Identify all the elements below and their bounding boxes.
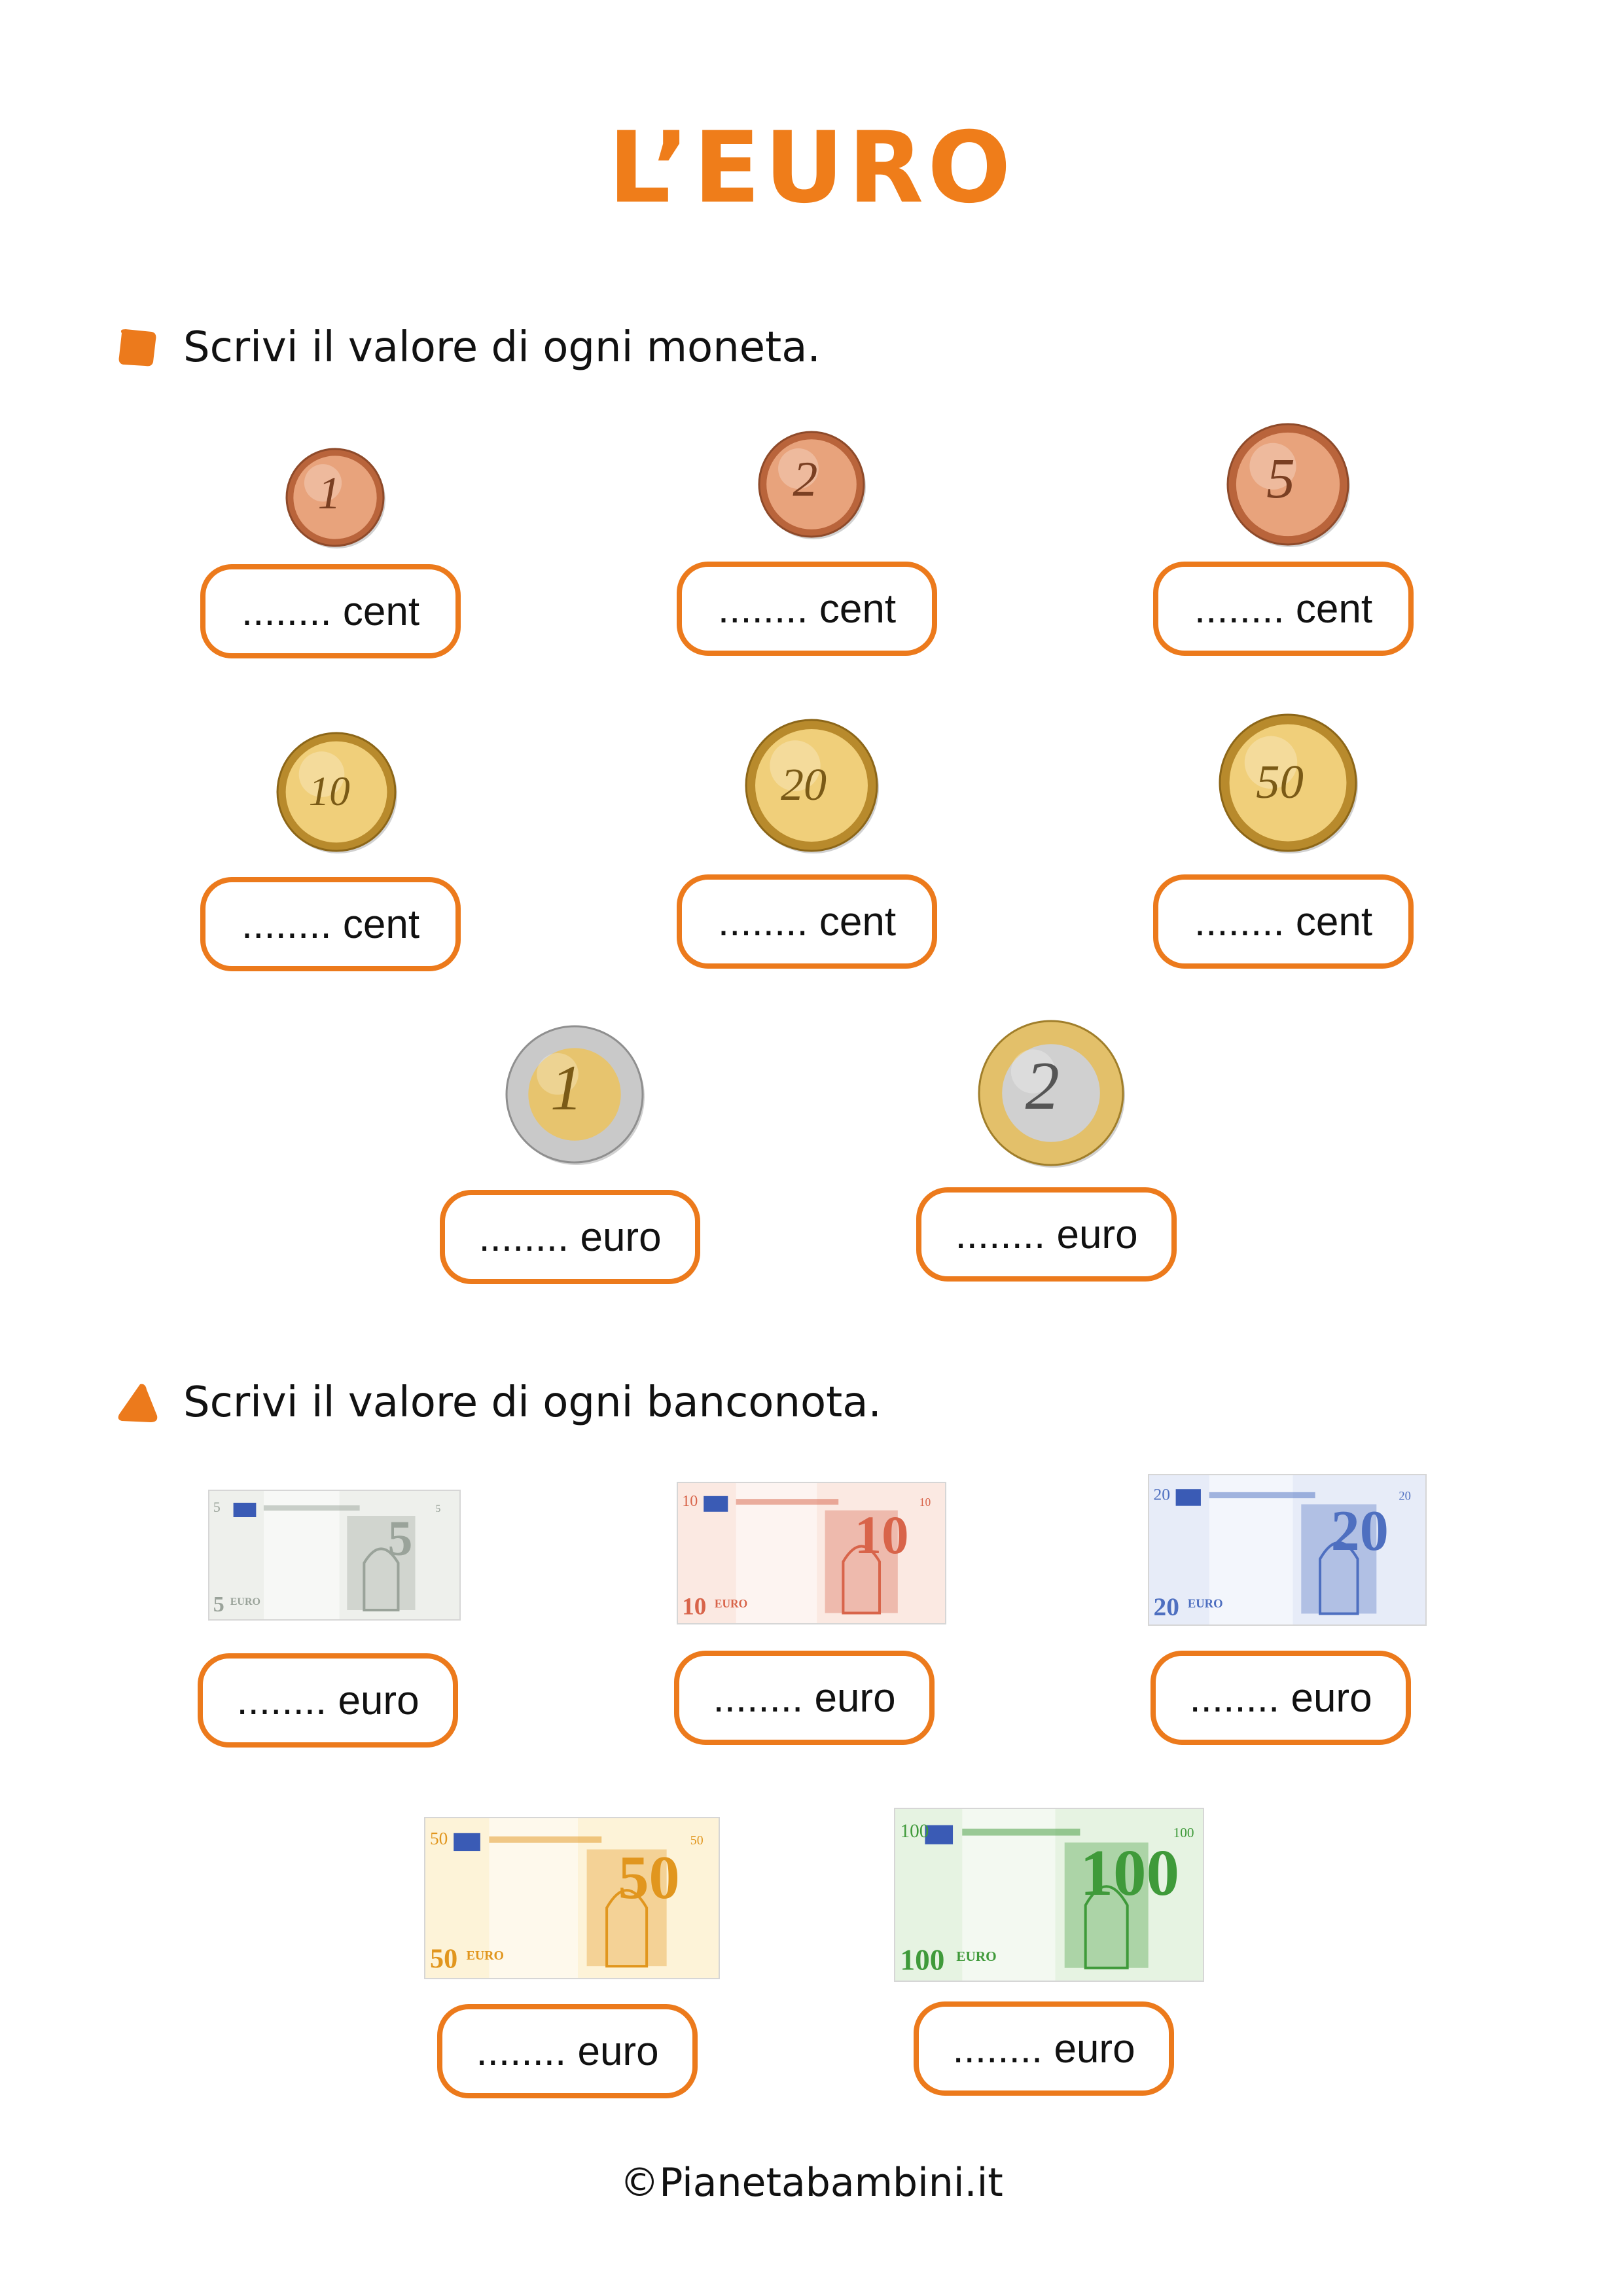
svg-text:20: 20 [1153, 1592, 1179, 1621]
svg-text:EURO: EURO [1187, 1597, 1223, 1611]
orange-triangle-bullet-icon [116, 1382, 158, 1424]
coin-2-euro-icon [976, 1018, 1126, 1168]
coin-1-cent-icon [284, 446, 386, 548]
svg-text:5: 5 [435, 1503, 441, 1515]
svg-text:2: 2 [793, 452, 818, 507]
banknote-50-euro-icon [424, 1817, 720, 1979]
coin-answer-box[interactable]: ........ cent [200, 564, 461, 658]
svg-text:EURO: EURO [230, 1596, 260, 1607]
banknote-answer-box[interactable]: ........ euro [914, 2001, 1174, 2096]
svg-text:50: 50 [618, 1844, 680, 1912]
svg-text:20: 20 [1330, 1499, 1389, 1563]
svg-text:20: 20 [1399, 1489, 1411, 1503]
coin-1-euro-icon [504, 1024, 645, 1165]
coin-answer-box[interactable]: ........ cent [1153, 562, 1414, 656]
svg-text:5: 5 [387, 1511, 413, 1566]
coins-instruction: Scrivi il valore di ogni moneta. [183, 323, 821, 372]
svg-text:10: 10 [308, 768, 350, 814]
banknote-answer-box[interactable]: ........ euro [1150, 1651, 1411, 1745]
coin-answer-box[interactable]: ........ cent [1153, 874, 1414, 969]
svg-text:EURO: EURO [466, 1948, 504, 1964]
svg-text:50: 50 [430, 1829, 448, 1849]
coin-answer-box[interactable]: ........ euro [916, 1187, 1177, 1282]
svg-text:EURO: EURO [956, 1948, 997, 1965]
svg-text:1: 1 [550, 1052, 583, 1124]
svg-text:100: 100 [1173, 1825, 1194, 1841]
banknote-answer-box[interactable]: ........ euro [198, 1653, 458, 1748]
svg-text:20: 20 [1153, 1484, 1171, 1504]
svg-text:50: 50 [690, 1833, 704, 1848]
svg-text:EURO: EURO [714, 1596, 748, 1610]
coin-answer-box[interactable]: ........ cent [677, 874, 937, 969]
svg-text:5: 5 [1266, 446, 1295, 511]
banknote-answer-box[interactable]: ........ euro [437, 2004, 698, 2098]
page-title: L’EURO [608, 111, 1015, 225]
banknote-100-euro-icon [894, 1808, 1204, 1982]
svg-text:100: 100 [900, 1821, 929, 1842]
svg-text:20: 20 [781, 760, 827, 810]
svg-text:100: 100 [900, 1943, 945, 1977]
coin-20-cent-icon [743, 717, 880, 853]
coin-answer-box[interactable]: ........ cent [677, 562, 937, 656]
notes-section-heading [116, 1367, 882, 1439]
svg-text:10: 10 [854, 1505, 909, 1565]
svg-text:100: 100 [1080, 1836, 1180, 1909]
coin-answer-box[interactable]: ........ euro [440, 1190, 700, 1284]
coin-answer-box[interactable]: ........ cent [200, 877, 461, 971]
coin-5-cent-icon [1225, 422, 1351, 547]
banknote-answer-box[interactable]: ........ euro [674, 1651, 935, 1745]
svg-text:10: 10 [919, 1496, 931, 1509]
svg-text:5: 5 [213, 1499, 221, 1515]
coin-2-cent-icon [757, 429, 866, 539]
svg-text:50: 50 [1256, 755, 1304, 808]
banknote-5-euro-icon [208, 1490, 461, 1621]
svg-text:2: 2 [1025, 1048, 1060, 1124]
svg-text:5: 5 [213, 1592, 224, 1617]
coin-10-cent-icon [275, 730, 398, 853]
copyright-footer: ©Pianetabambini.it [620, 2160, 1003, 2206]
banknote-10-euro-icon [677, 1482, 946, 1624]
notes-instruction: Scrivi il valore di ogni banconota. [183, 1378, 882, 1427]
coin-50-cent-icon [1217, 712, 1359, 853]
coins-section-heading [116, 312, 821, 384]
svg-text:1: 1 [317, 467, 341, 519]
orange-square-bullet-icon [116, 327, 158, 368]
svg-text:50: 50 [430, 1943, 458, 1975]
svg-text:10: 10 [682, 1493, 698, 1511]
banknote-20-euro-icon [1148, 1474, 1427, 1626]
svg-text:10: 10 [682, 1593, 707, 1621]
